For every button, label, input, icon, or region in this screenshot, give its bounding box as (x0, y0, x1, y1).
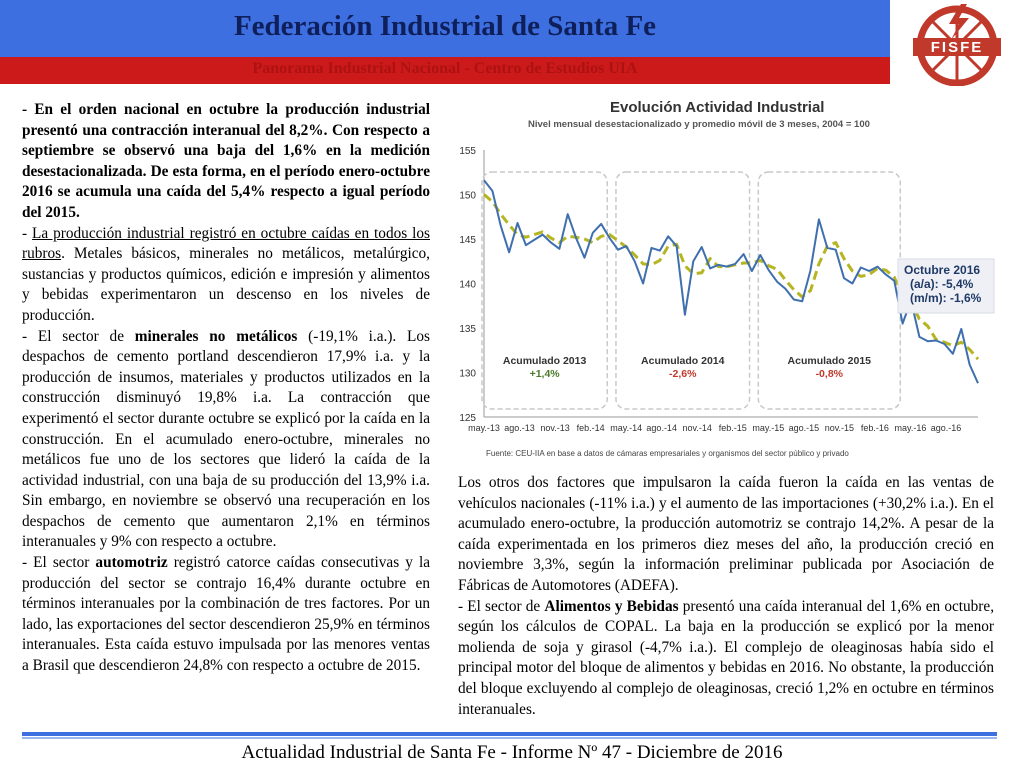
x-tick-label: ago.-15 (788, 423, 820, 433)
paragraph-factores: Los otros dos factores que impulsaron la caída fueron la caída en las ventas de vehículos nacionales (-11% i.a.) y el aumento de las importaciones (+30,2% i.a.). En el acumulado enero-octubre, la producción automotriz se contrajo 14,2%. A pesar de la caída experimentada en los primeros diez meses del año, la producción creció en noviembre 3,3%, según la información preliminar publicada por Asociación de Fábricas de Automotores (ADEFA). (458, 474, 994, 594)
period-label: Acumulado 2013 (502, 355, 587, 367)
callout-box (898, 259, 994, 313)
period-value: -0,8% (815, 368, 844, 380)
y-tick-label: 145 (459, 235, 476, 246)
callout-line2: (m/m): -1,6% (910, 291, 982, 305)
period-label: Acumulado 2015 (787, 355, 872, 367)
callout-line1: (a/a): -5,4% (910, 277, 974, 291)
paragraph-summary: - En el orden nacional en octubre la producción industrial presentó una contracción interanual del 8,2%. Con respecto a septiembre se observó una baja del 1,6% en la medición desestacionalizada. De esta forma, en el período enero-octubre 2016 se acumula una caída del 5,4% respecto a igual período del 2015. (22, 101, 430, 221)
paragraph-minerales: - El sector de minerales no metálicos (-19,1% i.a.). Los despachos de cemento portland descendieron 17,9% i.a. y la producción de insumos, materiales y productos utilizados en la construcción disminuyó 19,8% i.a. La contracción que experimentó el sector durante octubre se explicó por la caída en la construcción. En el acumulado enero-octubre, minerales no metálicos fue uno de los sectores que lideró la caída de la actividad industrial, con una baja de su producción del 13,9% i.a. Sin embargo, en noviembre se observó una recuperación en los despachos de cemento que aumentaron 2,1% en términos interanuales y 9% con respecto a octubre. (22, 327, 430, 551)
chart-subtitle: Nivel mensual desestacionalizado y promedio móvil de 3 meses, 2004 = 100 (528, 119, 870, 130)
chart-title: Evolución Actividad Industrial (610, 99, 825, 116)
x-tick-label: may.-15 (752, 423, 785, 433)
fisfe-logo (905, 4, 1009, 86)
period-value: -2,6% (669, 368, 697, 380)
paragraph-rubros: - La producción industrial registró en octubre caídas en todos los rubros. Metales básicos, minerales no metálicos, metalúrgico, sustancias y productos químicos, edición e impresión y alimentos y bebidas experimentaron un descenso en los niveles de producción. (22, 224, 430, 324)
page-subtitle: Panorama Industrial Nacional - Centro de Estudios UIA (252, 60, 638, 77)
x-tick-label: ago.-13 (504, 423, 535, 433)
y-tick-label: 130 (459, 368, 476, 380)
x-tick-label: nov.-13 (540, 423, 570, 433)
x-tick-label: may.-16 (894, 423, 927, 433)
x-tick-label: nov.-14 (682, 423, 712, 433)
x-tick-label: may.-14 (610, 423, 643, 433)
x-tick-label: feb.-15 (718, 423, 747, 433)
page-title: Federación Industrial de Santa Fe (233, 10, 657, 42)
footer-text: Actualidad Industrial de Santa Fe - Informe Nº 47 - Diciembre de 2016 (241, 742, 783, 763)
x-tick-label: feb.-16 (860, 423, 889, 433)
period-value: +1,4% (529, 368, 560, 380)
x-tick-label: ago.-16 (930, 423, 962, 433)
y-tick-label: 155 (459, 146, 476, 157)
x-tick-label: ago.-14 (646, 423, 677, 433)
logo-text: FISFE (930, 39, 984, 56)
y-tick-label: 140 (459, 279, 476, 291)
x-tick-label: nov.-15 (824, 423, 855, 433)
paragraph-automotriz: - El sector automotriz registró catorce caídas consecutivas y la producción del sector se contrajo 16,4% durante octubre en términos interanuales por la combinación de tres factores. Por un lado, las exportaciones del sector descendieron 25,9% en términos interanuales. Esta caída estuvo impulsada por las menores ventas a Brasil que descendieron 24,8% con respecto a octubre de 2015. (22, 554, 430, 675)
y-tick-label: 150 (459, 190, 476, 202)
x-tick-label: feb.-14 (576, 423, 605, 433)
period-label: Acumulado 2014 (641, 355, 725, 367)
paragraph-alimentos: - El sector de Alimentos y Bebidas presentó una caída interanual del 1,6% en octubre, según los cálculos de COPAL. La baja en la producción se explicó por la menor molienda de soja y girasol (-4,7% i.a.). El complejo de oleaginosas había sido el principal motor del bloque de alimentos y bebidas en 2016. No obstante, la producción del bloque excluyendo al complejo de oleaginosas, creció 1,2% en octubre en términos interanuales. (458, 597, 995, 718)
y-tick-label: 125 (459, 413, 476, 424)
left-column (22, 100, 430, 677)
right-column (458, 473, 994, 720)
chart-source: Fuente: CEU-IIA en base a datos de cámaras empresariales y organismos del sector público y privado (486, 449, 849, 458)
footer-rule (22, 732, 997, 736)
industrial-activity-chart (448, 95, 1000, 465)
callout-title: Octubre 2016 (904, 263, 981, 277)
footer-rule-thin (22, 737, 997, 739)
x-tick-label: may.-13 (468, 423, 500, 433)
y-tick-label: 135 (459, 324, 476, 335)
